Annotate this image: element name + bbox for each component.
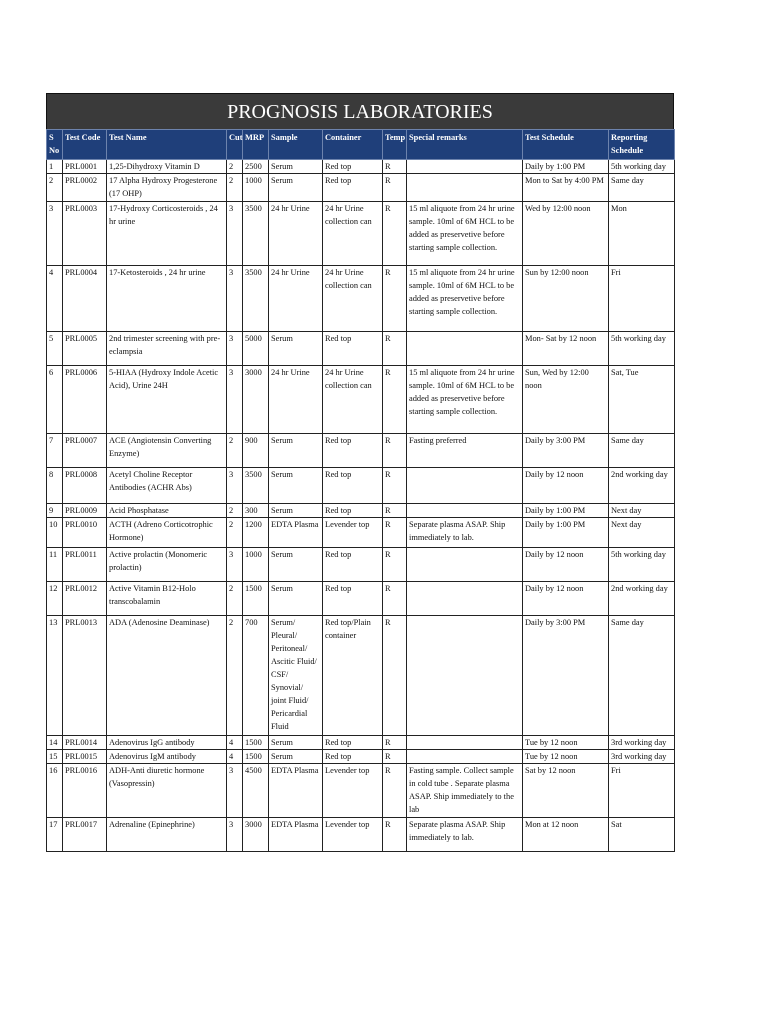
cell-test-code: PRL0011: [63, 548, 107, 582]
cell-reporting-schedule: Fri: [609, 266, 675, 332]
cell-test-code: PRL0010: [63, 518, 107, 548]
column-header: S No: [47, 130, 63, 160]
cell-container: Red top: [323, 548, 383, 582]
cell-sample: 24 hr Urine: [269, 266, 323, 332]
cell-cut: 3: [227, 468, 243, 504]
cell-container: Red top: [323, 750, 383, 764]
cell-test-schedule: Sat by 12 noon: [523, 764, 609, 818]
table-row: [47, 174, 675, 202]
cell-sample: EDTA Plasma: [269, 764, 323, 818]
cell-reporting-schedule: 5th working day: [609, 160, 675, 174]
table-row: [47, 266, 675, 332]
cell-test-name: Acetyl Choline Receptor Antibodies (ACHR Abs): [107, 468, 227, 504]
cell-cut: 2: [227, 504, 243, 518]
lab-test-sheet: [46, 93, 674, 852]
cell-test-name: Adenovirus IgM antibody: [107, 750, 227, 764]
cell-mrp: 1000: [243, 548, 269, 582]
cell-cut: 2: [227, 616, 243, 736]
table-row: [47, 818, 675, 852]
cell-sample: Serum: [269, 160, 323, 174]
cell-reporting-schedule: 2nd working day: [609, 582, 675, 616]
cell-temp: R: [383, 434, 407, 468]
cell-mrp: 700: [243, 616, 269, 736]
cell-test-name: 2nd trimester screening with pre-eclampsia: [107, 332, 227, 366]
cell-sample: 24 hr Urine: [269, 202, 323, 266]
cell-temp: R: [383, 332, 407, 366]
cell-container: Levender top: [323, 518, 383, 548]
cell-serial-no: 2: [47, 174, 63, 202]
cell-sample: Serum: [269, 736, 323, 750]
table-row: [47, 582, 675, 616]
cell-container: Red top: [323, 582, 383, 616]
cell-test-name: ADH-Anti diuretic hormone (Vasopressin): [107, 764, 227, 818]
cell-sample: Serum/ Pleural/ Peritoneal/ Ascitic Fluid/ CSF/ Synovial/ joint Fluid/ Pericardial Fluid: [269, 616, 323, 736]
cell-test-schedule: Mon at 12 noon: [523, 818, 609, 852]
cell-test-schedule: Daily by 3:00 PM: [523, 616, 609, 736]
cell-container: Red top: [323, 504, 383, 518]
column-header: Cut: [227, 130, 243, 160]
cell-test-name: Adrenaline (Epinephrine): [107, 818, 227, 852]
cell-reporting-schedule: 2nd working day: [609, 468, 675, 504]
cell-cut: 3: [227, 332, 243, 366]
table-row: [47, 548, 675, 582]
cell-container: Red top: [323, 332, 383, 366]
column-header: Test Name: [107, 130, 227, 160]
cell-sample: 24 hr Urine: [269, 366, 323, 434]
cell-container: Levender top: [323, 764, 383, 818]
cell-mrp: 3500: [243, 202, 269, 266]
cell-cut: 4: [227, 736, 243, 750]
cell-test-code: PRL0005: [63, 332, 107, 366]
sheet-title: PROGNOSIS LABORATORIES: [46, 93, 674, 129]
cell-serial-no: 16: [47, 764, 63, 818]
table-header-row: [47, 130, 675, 160]
column-header: MRP: [243, 130, 269, 160]
column-header: Special remarks: [407, 130, 523, 160]
cell-test-name: 17-Hydroxy Corticosteroids , 24 hr urine: [107, 202, 227, 266]
cell-test-code: PRL0002: [63, 174, 107, 202]
cell-test-name: Acid Phosphatase: [107, 504, 227, 518]
cell-special-remarks: [407, 616, 523, 736]
cell-reporting-schedule: 5th working day: [609, 332, 675, 366]
cell-mrp: 1500: [243, 750, 269, 764]
cell-serial-no: 6: [47, 366, 63, 434]
cell-test-schedule: Tue by 12 noon: [523, 736, 609, 750]
cell-cut: 2: [227, 174, 243, 202]
cell-test-code: PRL0009: [63, 504, 107, 518]
cell-mrp: 2500: [243, 160, 269, 174]
cell-container: Red top: [323, 736, 383, 750]
cell-mrp: 4500: [243, 764, 269, 818]
cell-cut: 3: [227, 818, 243, 852]
column-header: Temp: [383, 130, 407, 160]
cell-container: Red top: [323, 174, 383, 202]
cell-sample: Serum: [269, 174, 323, 202]
cell-temp: R: [383, 764, 407, 818]
cell-mrp: 5000: [243, 332, 269, 366]
cell-serial-no: 8: [47, 468, 63, 504]
cell-serial-no: 4: [47, 266, 63, 332]
cell-test-code: PRL0006: [63, 366, 107, 434]
cell-test-schedule: Daily by 12 noon: [523, 582, 609, 616]
cell-test-schedule: Sun, Wed by 12:00 noon: [523, 366, 609, 434]
cell-sample: Serum: [269, 504, 323, 518]
cell-serial-no: 7: [47, 434, 63, 468]
column-header: Container: [323, 130, 383, 160]
column-header: Test Schedule: [523, 130, 609, 160]
cell-container: Red top: [323, 434, 383, 468]
cell-mrp: 300: [243, 504, 269, 518]
cell-sample: Serum: [269, 434, 323, 468]
cell-cut: 3: [227, 202, 243, 266]
cell-sample: EDTA Plasma: [269, 818, 323, 852]
cell-reporting-schedule: Mon: [609, 202, 675, 266]
cell-temp: R: [383, 616, 407, 736]
cell-test-name: ACTH (Adreno Corticotrophic Hormone): [107, 518, 227, 548]
cell-mrp: 3000: [243, 818, 269, 852]
cell-mrp: 1500: [243, 582, 269, 616]
cell-test-schedule: Daily by 3:00 PM: [523, 434, 609, 468]
cell-serial-no: 3: [47, 202, 63, 266]
cell-special-remarks: [407, 160, 523, 174]
cell-special-remarks: Fasting preferred: [407, 434, 523, 468]
cell-temp: R: [383, 750, 407, 764]
cell-test-code: PRL0016: [63, 764, 107, 818]
cell-test-code: PRL0001: [63, 160, 107, 174]
cell-special-remarks: [407, 582, 523, 616]
cell-special-remarks: [407, 736, 523, 750]
cell-cut: 3: [227, 266, 243, 332]
cell-test-schedule: Mon to Sat by 4:00 PM: [523, 174, 609, 202]
cell-test-code: PRL0013: [63, 616, 107, 736]
cell-serial-no: 1: [47, 160, 63, 174]
cell-container: Red top: [323, 468, 383, 504]
cell-cut: 2: [227, 434, 243, 468]
cell-special-remarks: [407, 750, 523, 764]
table-row: [47, 202, 675, 266]
column-header: Reporting Schedule: [609, 130, 675, 160]
column-header: Test Code: [63, 130, 107, 160]
table-row: [47, 332, 675, 366]
cell-test-schedule: Wed by 12:00 noon: [523, 202, 609, 266]
cell-test-name: ACE (Angiotensin Converting Enzyme): [107, 434, 227, 468]
cell-temp: R: [383, 468, 407, 504]
cell-cut: 3: [227, 548, 243, 582]
cell-reporting-schedule: Sat: [609, 818, 675, 852]
table-row: [47, 750, 675, 764]
cell-test-name: 5-HIAA (Hydroxy Indole Acetic Acid), Urine 24H: [107, 366, 227, 434]
cell-cut: 3: [227, 366, 243, 434]
table-row: [47, 468, 675, 504]
cell-test-name: ADA (Adenosine Deaminase): [107, 616, 227, 736]
cell-test-code: PRL0008: [63, 468, 107, 504]
cell-temp: R: [383, 174, 407, 202]
cell-special-remarks: [407, 468, 523, 504]
cell-container: 24 hr Urine collection can: [323, 202, 383, 266]
cell-test-name: 17 Alpha Hydroxy Progesterone (17 OHP): [107, 174, 227, 202]
cell-special-remarks: [407, 548, 523, 582]
cell-test-schedule: Daily by 1:00 PM: [523, 160, 609, 174]
cell-sample: Serum: [269, 332, 323, 366]
cell-test-schedule: Daily by 12 noon: [523, 548, 609, 582]
cell-special-remarks: 15 ml aliquote from 24 hr urine sample. 10ml of 6M HCL to be added as preservetive before starting sample collection.: [407, 202, 523, 266]
cell-container: 24 hr Urine collection can: [323, 366, 383, 434]
cell-mrp: 1000: [243, 174, 269, 202]
cell-test-schedule: Sun by 12:00 noon: [523, 266, 609, 332]
cell-sample: EDTA Plasma: [269, 518, 323, 548]
cell-temp: R: [383, 582, 407, 616]
cell-special-remarks: Fasting sample. Collect sample in cold tube . Separate plasma ASAP. Ship immediately to the lab: [407, 764, 523, 818]
cell-temp: R: [383, 736, 407, 750]
cell-container: 24 hr Urine collection can: [323, 266, 383, 332]
cell-serial-no: 5: [47, 332, 63, 366]
cell-serial-no: 11: [47, 548, 63, 582]
cell-reporting-schedule: Sat, Tue: [609, 366, 675, 434]
cell-temp: R: [383, 202, 407, 266]
cell-reporting-schedule: Fri: [609, 764, 675, 818]
cell-test-code: PRL0007: [63, 434, 107, 468]
cell-temp: R: [383, 504, 407, 518]
cell-test-code: PRL0003: [63, 202, 107, 266]
cell-reporting-schedule: Same day: [609, 616, 675, 736]
cell-reporting-schedule: Next day: [609, 504, 675, 518]
table-body: [47, 160, 675, 852]
cell-test-name: 1,25-Dihydroxy Vitamin D: [107, 160, 227, 174]
table-row: [47, 160, 675, 174]
cell-sample: Serum: [269, 548, 323, 582]
cell-serial-no: 12: [47, 582, 63, 616]
cell-special-remarks: 15 ml aliquote from 24 hr urine sample. 10ml of 6M HCL to be added as preservetive before starting sample collection.: [407, 266, 523, 332]
cell-special-remarks: [407, 504, 523, 518]
cell-special-remarks: Separate plasma ASAP. Ship immediately to lab.: [407, 518, 523, 548]
cell-temp: R: [383, 548, 407, 582]
cell-cut: 2: [227, 582, 243, 616]
cell-test-name: Adenovirus IgG antibody: [107, 736, 227, 750]
table-row: [47, 764, 675, 818]
cell-sample: Serum: [269, 468, 323, 504]
cell-serial-no: 9: [47, 504, 63, 518]
cell-test-name: Active Vitamin B12-Holo transcobalamin: [107, 582, 227, 616]
cell-special-remarks: Separate plasma ASAP. Ship immediately to lab.: [407, 818, 523, 852]
cell-mrp: 3500: [243, 266, 269, 332]
table-row: [47, 518, 675, 548]
cell-special-remarks: [407, 332, 523, 366]
cell-mrp: 3000: [243, 366, 269, 434]
cell-sample: Serum: [269, 582, 323, 616]
cell-test-code: PRL0012: [63, 582, 107, 616]
cell-cut: 2: [227, 160, 243, 174]
cell-test-schedule: Mon- Sat by 12 noon: [523, 332, 609, 366]
cell-sample: Serum: [269, 750, 323, 764]
cell-cut: 2: [227, 518, 243, 548]
cell-mrp: 3500: [243, 468, 269, 504]
cell-test-name: 17-Ketosteroids , 24 hr urine: [107, 266, 227, 332]
table-row: [47, 504, 675, 518]
test-table: [46, 129, 675, 852]
cell-reporting-schedule: 3rd working day: [609, 750, 675, 764]
cell-reporting-schedule: Same day: [609, 434, 675, 468]
cell-container: Levender top: [323, 818, 383, 852]
cell-reporting-schedule: 5th working day: [609, 548, 675, 582]
table-row: [47, 366, 675, 434]
cell-serial-no: 13: [47, 616, 63, 736]
cell-test-code: PRL0004: [63, 266, 107, 332]
cell-serial-no: 14: [47, 736, 63, 750]
cell-reporting-schedule: 3rd working day: [609, 736, 675, 750]
cell-reporting-schedule: Next day: [609, 518, 675, 548]
cell-special-remarks: 15 ml aliquote from 24 hr urine sample. 10ml of 6M HCL to be added as preservetive before starting sample collection.: [407, 366, 523, 434]
cell-temp: R: [383, 366, 407, 434]
cell-test-schedule: Daily by 1:00 PM: [523, 518, 609, 548]
cell-serial-no: 17: [47, 818, 63, 852]
cell-mrp: 1200: [243, 518, 269, 548]
cell-temp: R: [383, 160, 407, 174]
cell-test-code: PRL0015: [63, 750, 107, 764]
cell-container: Red top/Plain container: [323, 616, 383, 736]
cell-test-code: PRL0014: [63, 736, 107, 750]
cell-cut: 3: [227, 764, 243, 818]
cell-special-remarks: [407, 174, 523, 202]
cell-temp: R: [383, 266, 407, 332]
cell-container: Red top: [323, 160, 383, 174]
column-header: Sample: [269, 130, 323, 160]
cell-serial-no: 15: [47, 750, 63, 764]
cell-cut: 4: [227, 750, 243, 764]
table-row: [47, 736, 675, 750]
table-row: [47, 434, 675, 468]
cell-test-schedule: Daily by 12 noon: [523, 468, 609, 504]
cell-mrp: 900: [243, 434, 269, 468]
cell-temp: R: [383, 818, 407, 852]
cell-mrp: 1500: [243, 736, 269, 750]
cell-temp: R: [383, 518, 407, 548]
cell-test-schedule: Daily by 1:00 PM: [523, 504, 609, 518]
table-row: [47, 616, 675, 736]
cell-reporting-schedule: Same day: [609, 174, 675, 202]
cell-test-name: Active prolactin (Monomeric prolactin): [107, 548, 227, 582]
cell-serial-no: 10: [47, 518, 63, 548]
cell-test-schedule: Tue by 12 noon: [523, 750, 609, 764]
cell-test-code: PRL0017: [63, 818, 107, 852]
